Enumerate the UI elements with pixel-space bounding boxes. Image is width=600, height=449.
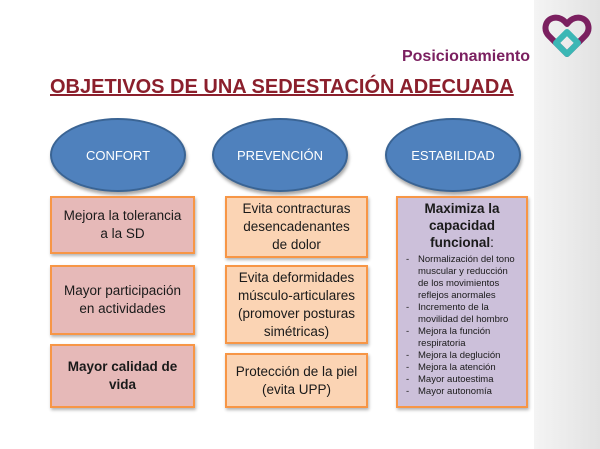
slide-title: OBJETIVOS DE UNA SEDESTACIÓN ADECUADA	[50, 76, 514, 98]
oval-estabilidad	[385, 118, 521, 192]
estabilidad-box	[396, 196, 528, 408]
oval-label: ESTABILIDAD	[411, 147, 495, 163]
oval-label: CONFORT	[85, 147, 151, 163]
list-item: - Incremento de la movilidad del hombro	[404, 302, 520, 326]
confort-box-2: Mayor participación en actividades	[50, 265, 195, 335]
section-label: Posicionamiento	[401, 48, 530, 65]
list-item: - Normalización del tono muscular y reducción de los movimientos reflejos anormales	[404, 254, 520, 302]
estabilidad-heading: Maximiza la capacidad funcional:	[424, 201, 500, 250]
sidebar-decoration	[534, 0, 600, 449]
list-item: - Mejora la atención	[404, 362, 520, 374]
confort-box-1: Mejora la tolerancia a la SD	[50, 196, 195, 254]
list-item: - Mejora la deglución	[404, 350, 520, 362]
prevencion-box-2: Evita deformidades músculo-articulares (promover posturas simétricas)	[225, 265, 368, 344]
list-item: - Mejora la función respiratoria	[404, 326, 520, 350]
list-item: - Mayor autonomía	[404, 386, 520, 398]
oval-label: PREVENCIÓN	[237, 147, 323, 163]
list-item: - Mayor autoestima	[404, 374, 520, 386]
confort-box-3: Mayor calidad de vida	[50, 344, 195, 408]
prevencion-box-1: Evita contracturas desencadenantes de dolor	[225, 196, 368, 258]
oval-confort	[50, 118, 186, 192]
prevencion-box-3: Protección de la piel (evita UPP)	[225, 353, 368, 408]
oval-prevencion	[212, 118, 348, 192]
estabilidad-list	[404, 254, 520, 398]
heart-logo-icon	[542, 10, 592, 60]
